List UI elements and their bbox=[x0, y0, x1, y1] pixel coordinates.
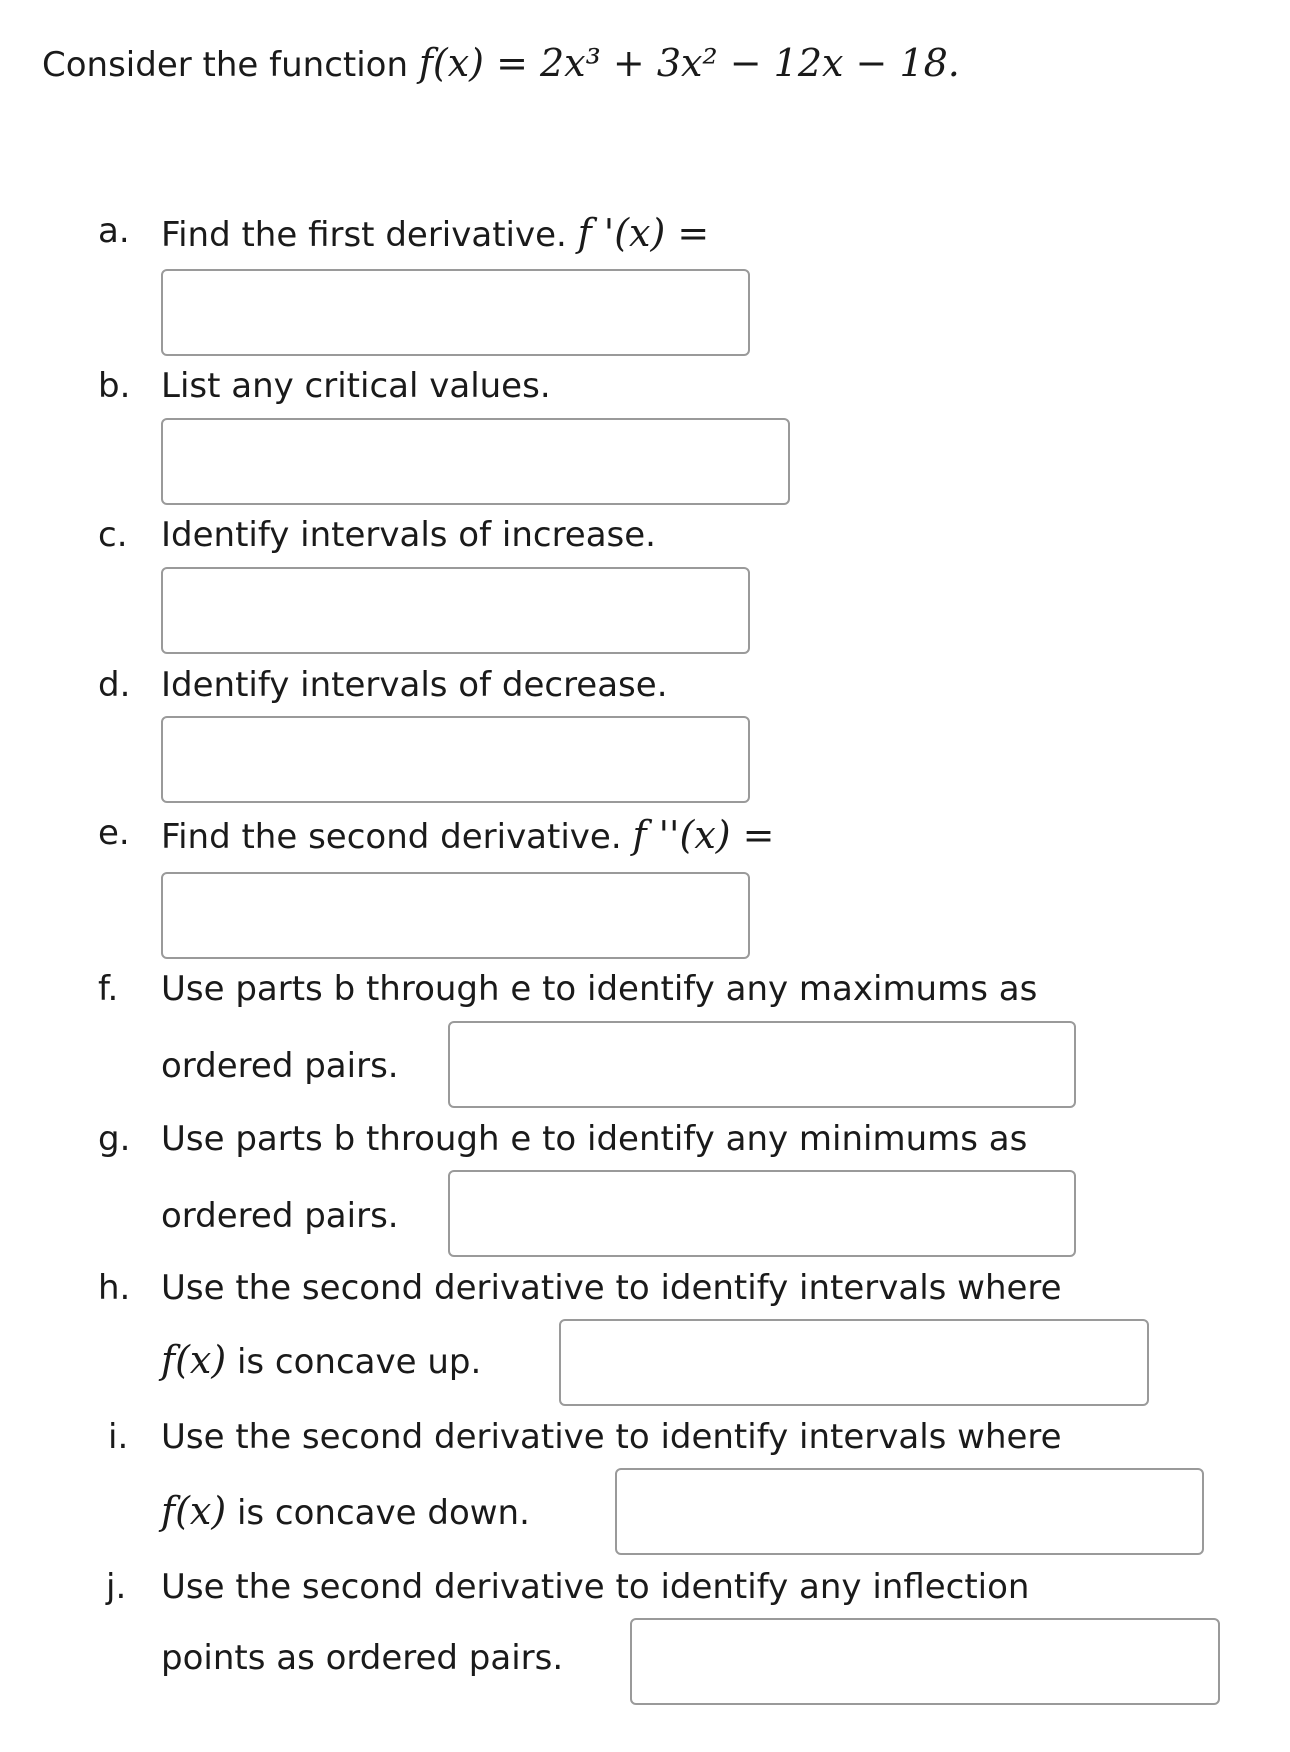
part-i-prompt: Use the second derivative to identify intervals where bbox=[161, 1417, 1062, 1457]
second-derivative-input[interactable] bbox=[161, 872, 750, 959]
part-g-prompt: Use parts b through e to identify any minimums as bbox=[161, 1119, 1028, 1159]
part-math: f(x) bbox=[161, 1489, 227, 1533]
function-expression: f(x) = 2x³ + 3x² − 12x − 18. bbox=[418, 41, 960, 85]
part-letter: b. bbox=[98, 366, 131, 406]
part-j-label bbox=[106, 1567, 127, 1607]
part-b-prompt: List any critical values. bbox=[161, 366, 551, 406]
answer-input[interactable] bbox=[163, 271, 748, 354]
part-g-label bbox=[98, 1119, 131, 1159]
part-letter: a. bbox=[98, 211, 130, 251]
part-h-label bbox=[98, 1268, 131, 1308]
part-d-prompt: Identify intervals of decrease. bbox=[161, 665, 668, 705]
part-f-prompt: Use parts b through e to identify any maximums as bbox=[161, 969, 1038, 1009]
part-f-prompt-cont: ordered pairs. bbox=[161, 1046, 399, 1086]
intro-text: Consider the function bbox=[42, 45, 409, 85]
answer-input[interactable] bbox=[561, 1321, 1147, 1404]
part-letter: h. bbox=[98, 1268, 131, 1308]
inflection-points-input[interactable] bbox=[630, 1618, 1220, 1705]
first-derivative-input[interactable] bbox=[161, 269, 750, 356]
answer-input[interactable] bbox=[632, 1620, 1218, 1703]
part-j-prompt: Use the second derivative to identify any inflection bbox=[161, 1567, 1030, 1607]
part-g-prompt-cont: ordered pairs. bbox=[161, 1196, 399, 1236]
part-letter: g. bbox=[98, 1119, 131, 1159]
answer-input[interactable] bbox=[163, 874, 748, 957]
part-d-label bbox=[98, 665, 131, 705]
part-letter: d. bbox=[98, 665, 131, 705]
part-letter: f. bbox=[98, 969, 119, 1009]
part-b-label bbox=[98, 366, 131, 406]
part-letter: c. bbox=[98, 515, 128, 555]
part-e-label bbox=[98, 813, 130, 853]
critical-values-input[interactable] bbox=[161, 418, 790, 505]
part-letter: j. bbox=[106, 1567, 127, 1607]
part-f-label bbox=[98, 969, 119, 1009]
concave-up-input[interactable] bbox=[559, 1319, 1149, 1406]
increase-intervals-input[interactable] bbox=[161, 567, 750, 654]
answer-input[interactable] bbox=[163, 569, 748, 652]
concave-down-input[interactable] bbox=[615, 1468, 1204, 1555]
part-c-prompt: Identify intervals of increase. bbox=[161, 515, 656, 555]
intro bbox=[42, 41, 960, 85]
answer-input[interactable] bbox=[163, 718, 748, 801]
answer-input[interactable] bbox=[617, 1470, 1202, 1553]
answer-input[interactable] bbox=[450, 1172, 1074, 1255]
part-i-label bbox=[108, 1417, 129, 1457]
part-c-label bbox=[98, 515, 128, 555]
answer-input[interactable] bbox=[163, 420, 788, 503]
part-text: is concave down. bbox=[236, 1493, 530, 1533]
part-i-prompt-cont bbox=[161, 1489, 530, 1533]
maximums-input[interactable] bbox=[448, 1021, 1076, 1108]
decrease-intervals-input[interactable] bbox=[161, 716, 750, 803]
answer-input[interactable] bbox=[450, 1023, 1074, 1106]
part-text: Find the first derivative. bbox=[161, 215, 567, 255]
part-h-prompt-cont bbox=[161, 1338, 482, 1382]
part-math: f(x) bbox=[161, 1338, 227, 1382]
part-text: is concave up. bbox=[236, 1342, 482, 1382]
minimums-input[interactable] bbox=[448, 1170, 1076, 1257]
part-j-prompt-cont: points as ordered pairs. bbox=[161, 1638, 564, 1678]
part-a-prompt bbox=[161, 211, 710, 255]
part-math: f ''(x) = bbox=[632, 813, 775, 857]
part-math: f '(x) = bbox=[577, 211, 710, 255]
part-letter: i. bbox=[108, 1417, 129, 1457]
part-a-label bbox=[98, 211, 130, 251]
part-text: Find the second derivative. bbox=[161, 817, 622, 857]
part-letter: e. bbox=[98, 813, 130, 853]
part-e-prompt bbox=[161, 813, 775, 857]
part-h-prompt: Use the second derivative to identify intervals where bbox=[161, 1268, 1062, 1308]
